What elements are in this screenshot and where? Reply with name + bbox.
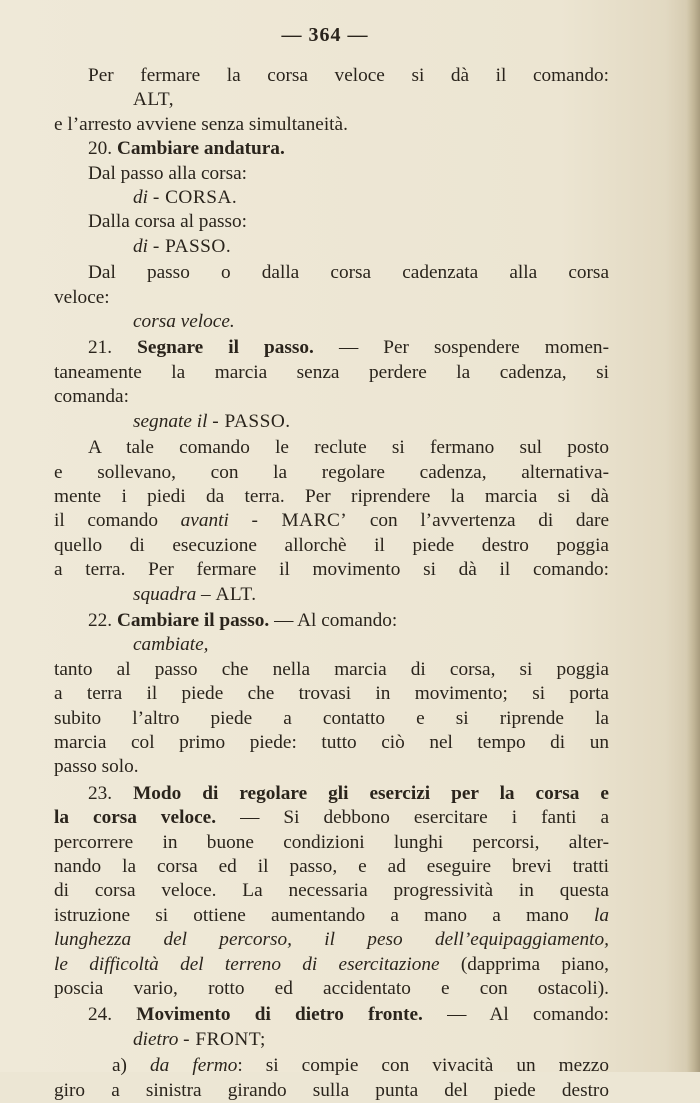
section-title: la corsa veloce. — [54, 807, 217, 829]
line-text: poscia vario, rotto ed accidentato e con ostacoli). — [54, 978, 609, 1000]
line-text: Per fermare la corsa veloce si dà il comando: — [88, 65, 609, 86]
text-line — [54, 361, 609, 385]
text-line — [54, 707, 609, 731]
section-number: 24. — [88, 1004, 113, 1026]
section-heading-22 — [54, 609, 609, 633]
command-italic: dietro — [133, 1028, 179, 1050]
command-italic: di — [133, 235, 148, 257]
command-italic: cambiate, — [133, 634, 209, 656]
section-heading-21 — [54, 336, 609, 360]
section-number: 21. — [88, 337, 113, 359]
text-line — [54, 509, 609, 533]
command-line — [54, 583, 609, 607]
text-line — [54, 385, 609, 409]
line-text: a) — [112, 1055, 127, 1077]
command-line — [54, 410, 609, 434]
text-line — [54, 534, 609, 558]
line-text: con l’avvertenza di dare — [369, 510, 609, 532]
line-text: e l’arresto avviene senza simultaneità. — [54, 113, 348, 135]
line-text: — Al comando: — [274, 609, 398, 631]
section-title: Cambiare andatura. — [116, 138, 285, 160]
line-text: a terra il piede che trovasi in movimento; si porta — [54, 683, 609, 705]
text-line — [54, 558, 609, 582]
text-line — [54, 1079, 609, 1103]
line-text: mente i piedi da terra. Per riprendere la marcia si dà — [54, 485, 609, 507]
command-italic: segnate il — [133, 410, 208, 432]
text-line — [54, 879, 609, 903]
text-line — [54, 928, 609, 952]
text-line — [54, 904, 609, 928]
line-text: taneamente la marcia senza perdere la cadenza, si — [54, 361, 609, 383]
section-heading-24 — [54, 1003, 609, 1027]
italic-text: lunghezza del percorso, il peso dell’equipaggiamento, — [54, 929, 609, 951]
page-spine-shadow — [686, 0, 700, 1072]
line-text: giro a sinistra girando sulla punta del piede destro — [54, 1079, 609, 1101]
command-italic: squadra — [133, 583, 197, 605]
text-line — [54, 436, 609, 460]
text-line — [54, 286, 609, 310]
section-title: Modo di regolare gli esercizi per la corsa e — [133, 782, 609, 804]
line-text: veloce: — [54, 286, 110, 308]
line-text: Dal passo alla corsa: — [88, 162, 248, 184]
text-line — [54, 64, 609, 88]
command-text: - PASSO. — [212, 410, 291, 432]
command-line — [54, 633, 609, 657]
command-text: - MARC’ — [251, 510, 348, 532]
line-text: di corsa veloce. La necessaria progressività in questa — [54, 880, 609, 902]
text-line — [54, 210, 609, 234]
line-text: (dapprima piano, — [460, 953, 609, 975]
italic-text: la — [594, 904, 609, 926]
line-text: — Al comando: — [447, 1004, 609, 1026]
line-text: a terra. Per fermare il movimento si dà il comando: — [54, 559, 609, 581]
line-text: comanda: — [54, 386, 129, 408]
line-text: e sollevano, con la regolare cadenza, alternativa- — [54, 461, 609, 483]
line-text: il comando — [54, 510, 159, 532]
command-italic: di — [133, 187, 148, 209]
text-line — [54, 658, 609, 682]
command-italic: avanti — [180, 510, 229, 532]
command-text: - PASSO. — [152, 235, 232, 257]
command-text: - FRONT; — [183, 1028, 266, 1050]
text-line — [54, 461, 609, 485]
line-text: — Per sospendere momen- — [338, 337, 609, 359]
text-line — [54, 806, 609, 830]
text-line — [54, 682, 609, 706]
text-line — [54, 261, 609, 285]
line-text: percorrere in buone condizioni lunghi percorsi, alter- — [54, 831, 609, 853]
line-text: A tale comando le reclute si fermano sul posto — [88, 437, 609, 459]
section-heading-23 — [54, 782, 609, 806]
command-line — [54, 186, 609, 210]
command-line — [54, 88, 609, 112]
section-number: 23. — [88, 782, 113, 804]
text-line — [54, 1054, 609, 1078]
italic-text: le difficoltà del terreno di esercitazione — [54, 953, 440, 975]
text-line — [54, 855, 609, 879]
text-line — [54, 831, 609, 855]
line-text: — Si debbono esercitare i fanti a — [240, 807, 609, 829]
command-text: – ALT. — [201, 583, 257, 605]
line-text: marcia col primo piede: tutto ciò nel tempo di un — [54, 731, 609, 753]
line-text: passo solo. — [54, 756, 139, 778]
line-text: Dalla corsa al passo: — [88, 211, 248, 233]
section-number: 22. — [88, 609, 113, 631]
page-number: — 364 — — [281, 24, 369, 46]
text-line — [54, 953, 609, 977]
line-text: : si compie con vivacità un mezzo — [237, 1055, 609, 1077]
italic-text: da fermo — [150, 1055, 238, 1077]
text-line — [54, 113, 609, 137]
command-line — [54, 310, 609, 334]
command-italic: corsa veloce. — [133, 311, 235, 333]
section-title: Movimento di dietro fronte. — [136, 1004, 423, 1026]
section-title: Segnare il passo. — [137, 337, 314, 359]
text-line — [54, 731, 609, 755]
command-line — [54, 235, 609, 259]
line-text: quello di esecuzione allorchè il piede destro poggia — [54, 534, 609, 556]
text-line — [54, 755, 609, 779]
line-text: nando la corsa ed il passo, e ad eseguire brevi tratti — [54, 856, 609, 877]
section-number: 20. — [88, 138, 113, 160]
command-text: - CORSA. — [152, 187, 238, 209]
section-title: Cambiare il passo. — [116, 609, 270, 631]
body-text — [54, 64, 609, 1103]
command-text: ALT, — [133, 89, 175, 111]
text-line — [54, 485, 609, 509]
section-heading-20 — [54, 137, 609, 161]
line-text: subito l’altro piede a contatto e si riprende la — [54, 707, 609, 729]
command-line — [54, 1028, 609, 1052]
line-text: Dal passo o dalla corsa cadenzata alla corsa — [88, 262, 609, 284]
line-text: tanto al passo che nella marcia di corsa, si poggia — [54, 658, 609, 680]
text-line — [54, 977, 609, 1001]
text-line — [54, 162, 609, 186]
line-text: istruzione si ottiene aumentando a mano a mano — [54, 904, 569, 926]
